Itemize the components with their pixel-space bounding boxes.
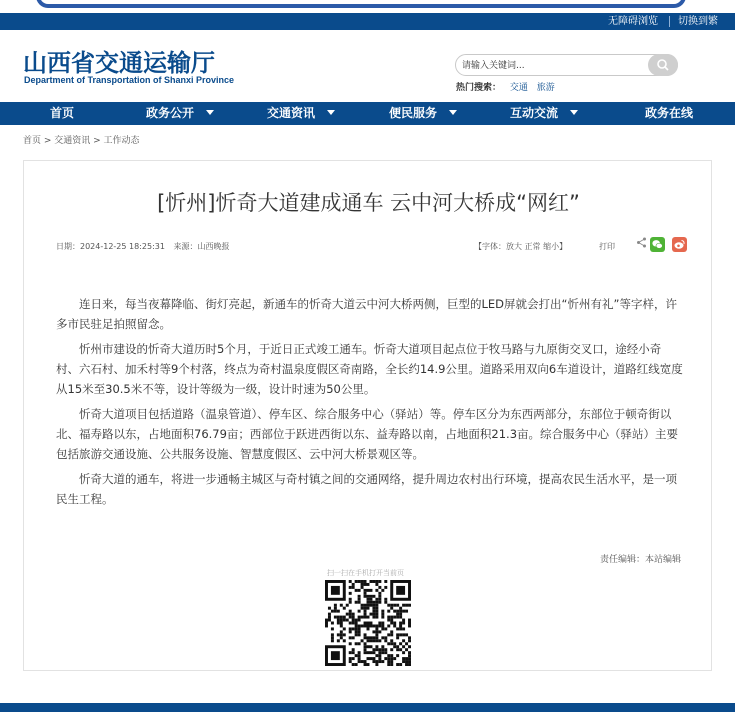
main-nav — [0, 102, 735, 125]
qr-tip: 扫一扫在手机打开当前页 — [327, 569, 404, 577]
nav-label: 互动交流 — [510, 106, 559, 120]
nav-label: 政务在线 — [645, 106, 694, 120]
article-paragraph: 连日来，每当夜幕降临、街灯亮起，新通车的忻奇大道云中河大桥两侧，巨型的LED屏就会打出“忻州有礼”等字样，许多市民驻足拍照留念。 — [56, 297, 677, 331]
traditional-chinese-link[interactable]: 切换到繁 — [678, 16, 718, 27]
nav-item-home[interactable] — [50, 102, 74, 125]
chevron-down-icon — [570, 110, 578, 115]
hot-term-tourism[interactable]: 旅游 — [536, 83, 555, 93]
nav-item-gov-open[interactable] — [146, 102, 214, 125]
chevron-down-icon — [449, 110, 457, 115]
chevron-down-icon — [327, 110, 335, 115]
breadcrumb-text[interactable]: 首页 > 交通资讯 > 工作动态 — [23, 136, 140, 146]
weibo-icon — [672, 237, 687, 252]
search-input[interactable] — [462, 58, 642, 73]
footer-bar — [0, 703, 735, 712]
font-size-controls[interactable]: 【字体：放大 正常 缩小】 — [474, 242, 568, 251]
breadcrumb — [23, 133, 140, 146]
nav-item-traffic-news[interactable] — [267, 102, 335, 125]
article-source: 来源：山西晚报 — [173, 242, 230, 251]
top-frame — [0, 0, 735, 13]
search-box — [455, 54, 678, 76]
share-icon[interactable] — [636, 237, 647, 248]
search-icon — [648, 54, 678, 76]
article-paragraph: 忻州市建设的忻奇大道历时5个月，于近日正式竣工通车。忻奇大道项目起点位于牧马路与九原街交叉口，途经小奇村、六石村、加禾村等9个村落，终点为奇村温泉度假区奇南路，全长约14.9公里。道路采用双向6车道设计，道路红线宽度从15米至30.5米不等，设计等级为一级，设计时速为50公里。 — [56, 342, 683, 396]
nav-item-online[interactable] — [645, 102, 693, 125]
nav-item-services[interactable] — [389, 102, 457, 125]
article-body — [56, 294, 683, 514]
hot-term-traffic[interactable]: 交通 — [509, 83, 528, 93]
nav-item-interaction[interactable] — [510, 102, 578, 125]
article-date: 日期：2024-12-25 18:25:31 — [56, 242, 165, 251]
nav-label: 首页 — [50, 106, 75, 120]
wechat-icon — [650, 237, 665, 252]
util-separator — [669, 16, 670, 27]
article-card — [23, 160, 712, 671]
chevron-down-icon — [206, 110, 214, 115]
nav-label: 便民服务 — [389, 106, 438, 120]
qr-code-icon — [325, 580, 411, 666]
accessible-link[interactable]: 无障碍浏览 — [608, 16, 658, 27]
site-header — [0, 30, 735, 102]
print-button[interactable]: 打印 — [599, 242, 615, 251]
hot-search-label: 热门搜索： — [456, 83, 502, 93]
site-logo-en: Department of Transportation of Shanxi Province — [24, 75, 235, 85]
search-button[interactable] — [648, 54, 678, 76]
nav-label: 政务公开 — [146, 106, 195, 120]
article-paragraph: 忻奇大道的通车，将进一步通畅主城区与奇村镇之间的交通网络，提升周边农村出行环境，提高农民生活水平，是一项民生工程。 — [56, 472, 677, 506]
nav-label: 交通资讯 — [267, 106, 316, 120]
wechat-share-button[interactable] — [650, 237, 665, 252]
article-meta — [56, 241, 236, 252]
utility-bar — [0, 13, 735, 30]
hot-search — [456, 80, 555, 93]
article-editor: 责任编辑：本站编辑 — [600, 555, 682, 565]
article-paragraph: 忻奇大道项目包括道路（温泉管道）、停车区、综合服务中心（驿站）等。停车区分为东西两部分，东部位于顿奇街以北、福寿路以东，占地面积76.79亩；西部位于跃进西街以东、益寿路以南，占地面积21.3亩。综合服务中心（驿站）主要包括旅游交通设施、公共服务设施、智慧度假区、云中河大桥景观区等。 — [56, 407, 679, 461]
weibo-share-button[interactable] — [672, 237, 687, 252]
site-logo[interactable]: 山西省交通运输厅 — [23, 49, 215, 77]
article-title: [忻州]忻奇大道建成通车 云中河大桥成“网红” — [157, 191, 580, 215]
top-frame-bar — [36, 0, 686, 8]
